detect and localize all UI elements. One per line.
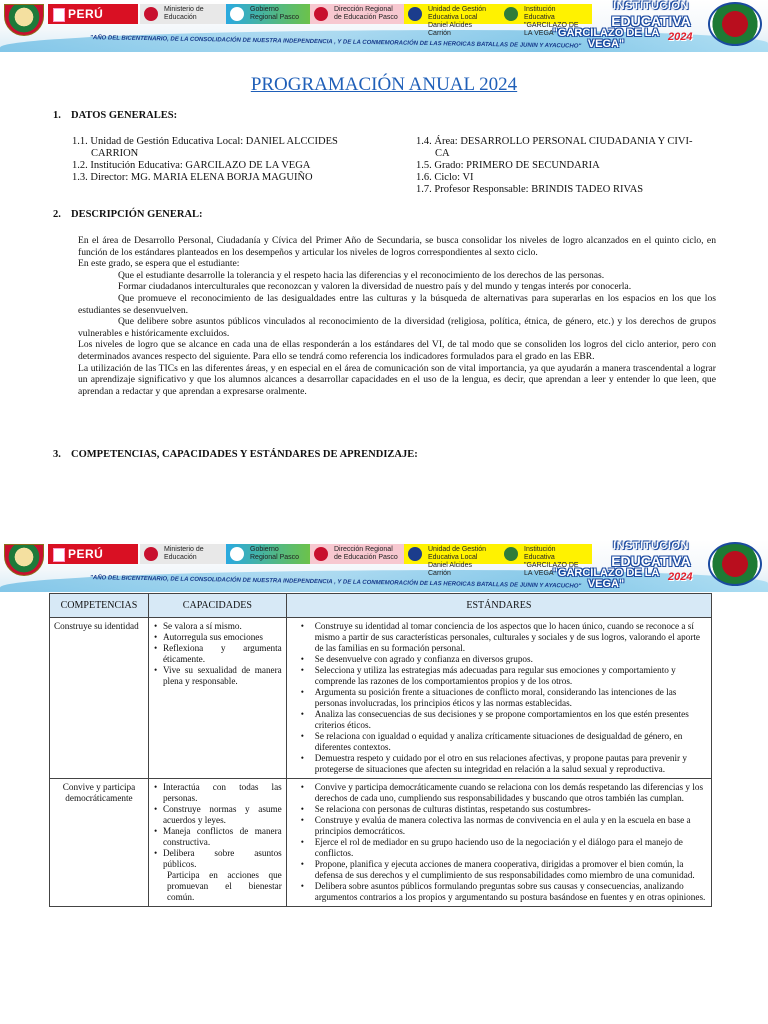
- national-crest-icon: [4, 4, 44, 36]
- regional-dir-logo: Dirección Regional de Educación Pasco: [310, 4, 404, 24]
- standard-item: • Argumenta su posición frente a situaciones de conflicto moral, considerando las intenciones de las personas involucradas, los principios éticos y las normas establecidas.: [291, 687, 707, 709]
- standard-item: • Se relaciona con igualdad o equidad y analiza críticamente situaciones de desigualdad de género, en diferentes contextos.: [291, 731, 707, 753]
- capacity-item: • Interactúa con todas las personas.: [153, 782, 282, 804]
- ugel-logo: Unidad de Gestión Educativa Local Daniel Alcides Carrión: [404, 4, 500, 24]
- standard-item: • Construye y evalúa de manera colectiva las normas de convivencia en el aula y en la escuela en base a principios democráticos.: [291, 815, 707, 837]
- capacities-cell: [148, 779, 286, 907]
- standard-item: • Analiza las consecuencias de sus decisiones y se propone comportamientos en los que estén presentes criterios éticos.: [291, 709, 707, 731]
- capacity-item: • Reflexiona y argumenta éticamente.: [153, 643, 282, 665]
- capacity-item: • Autorregula sus emociones: [153, 632, 282, 643]
- general-data-item: CARRION: [91, 148, 139, 159]
- national-crest-icon: [4, 544, 44, 576]
- general-data-item: 1.2. Institución Educativa: GARCILAZO DE LA VEGA: [72, 160, 311, 171]
- regional-gov-logo: Gobierno Regional Pasco: [226, 4, 310, 24]
- column-header-capacidades: CAPACIDADES: [148, 594, 286, 618]
- standard-item: • Se relaciona con personas de culturas distintas, respetando sus costumbres-: [291, 804, 707, 815]
- description-paragraph-2: Los niveles de logro que se alcance en cada una de ellas responderán a los estándares del VI, de tal modo que se consoliden los logros del ciclo anterior, pero con determinados avances respecto del siguiente. Para ello se tendrá como referencia los indicadores formulados para el grado en las EBR.: [78, 339, 716, 362]
- banner-year: 2024: [668, 571, 693, 583]
- section-1-heading: [53, 110, 177, 121]
- banner-motto: "AÑO DEL BICENTENARIO, DE LA CONSOLIDACIÓN DE NUESTRA INDEPENDENCIA , Y DE LA CONMEMORACIÓN DE LAS HEROICAS BATALLAS DE JUNIN Y AYACUCHO": [89, 35, 582, 50]
- standard-item: • Ejerce el rol de mediador en su grupo haciendo uso de la negociación y el diálogo para el manejo de conflictos.: [291, 837, 707, 859]
- banner-year: 2024: [668, 31, 693, 43]
- ie-line-1: INSTITUCIÓN: [613, 0, 689, 12]
- ie-line-2: EDUCATIVA: [611, 13, 691, 29]
- ministry-logo: Ministerio de Educación: [140, 4, 226, 24]
- general-data-item: CA: [435, 148, 450, 159]
- school-emblem-icon: [708, 542, 762, 586]
- description-bullet: Que delibere sobre asuntos públicos vinculados al reconocimiento de la diversidad (religiosa, política, étnica, de género, etc.) y los derechos de grupos vulnerables e históricamente excluidos.: [78, 316, 716, 339]
- regional-dir-logo: Dirección Regional de Educación Pasco: [310, 544, 404, 564]
- ie-line-3: "GARCILAZO DE LA VEGA": [552, 27, 660, 50]
- standards-cell: [286, 779, 711, 907]
- description-bullet: Que el estudiante desarrolle la tolerancia y el respeto hacia las diferencias y el reconocimiento de los derechos de las personas.: [118, 269, 605, 281]
- standard-item: • Demuestra respeto y cuidado por el otro en sus relaciones afectivas, y propone pautas para prevenir y protegerse de situaciones que afecten su integridad en relación a la salud sexual y reproductiva.: [291, 753, 707, 775]
- standard-item: • Se desenvuelve con agrado y confianza en diversos grupos.: [291, 654, 707, 665]
- peru-label: PERÚ: [48, 544, 138, 564]
- capacity-item: • Delibera sobre asuntos públicos.: [153, 848, 282, 870]
- standard-item: • Convive y participa democráticamente cuando se relaciona con los demás respetando las diferencias y los derechos de cada uno, cumpliendo sus responsabilidades y buscando que otros también las cumplan.: [291, 782, 707, 804]
- section-2-label: DESCRIPCIÓN GENERAL:: [71, 209, 203, 220]
- capacity-item: • Construye normas y asume acuerdos y leyes.: [153, 804, 282, 826]
- general-data-left: [72, 136, 338, 184]
- table-header-row: [50, 594, 712, 618]
- regional-gov-logo: Gobierno Regional Pasco: [226, 544, 310, 564]
- competencies-table: [49, 593, 712, 907]
- capacity-item: Participa en acciones que promuevan el bienestar común.: [166, 870, 282, 902]
- section-1-number: 1.: [53, 110, 61, 121]
- institution-small-logo: Institución Educativa "GARCILAZO DE LA VEGA": [500, 4, 592, 24]
- ministry-logo: Ministerio de Educación: [140, 544, 226, 564]
- table-row: [50, 618, 712, 779]
- section-3-label: COMPETENCIAS, CAPACIDADES Y ESTÁNDARES DE APRENDIZAJE:: [71, 449, 418, 460]
- description-body: [78, 235, 716, 397]
- standard-item: • Propone, planifica y ejecuta acciones de manera cooperativa, dirigidas a promover el bien común, la defensa de sus derechos y el cumplimiento de sus responsabilidades como miembro de una comunidad.: [291, 859, 707, 881]
- general-data-item: 1.7. Profesor Responsable: BRINDIS TADEO RIVAS: [416, 184, 644, 195]
- section-2-number: 2.: [53, 209, 61, 220]
- capacity-item: • Maneja conflictos de manera constructiva.: [153, 826, 282, 848]
- description-intro: En el área de Desarrollo Personal, Ciudadanía y Cívica del Primer Año de Secundaria, se busca consolidar los niveles de logro alcanzados en el quinto ciclo, en función de los estándares planteados en los desempeños y articular los niveles de logros correspondientes al sexto ciclo.: [78, 235, 716, 258]
- capacities-cell: [148, 618, 286, 779]
- general-data-item: 1.3. Director: MG. MARIA ELENA BORJA MAGUIÑO: [72, 172, 313, 183]
- section-3-heading: [53, 449, 418, 460]
- description-bullet: Que promueve el reconocimiento de las desigualdades entre las culturas y la búsqueda de alternativas para superarlas en los espacios en los que los estudiantes se desenvuelven.: [78, 292, 716, 316]
- general-data-item: 1.4. Área: DESARROLLO PERSONAL CIUDADANIA Y CIVI-: [416, 136, 693, 147]
- column-header-competencias: COMPETENCIAS: [50, 594, 149, 618]
- general-data-item: 1.6. Ciclo: VI: [416, 172, 474, 183]
- description-paragraph-3: La utilización de las TICs en las diferentes áreas, y en especial en el área de comunicación son de vital importancia, ya que ayudarán a manera trascendental a lograr un aprendizaje significativo y que los alumnos alcances a desarrollar capacidades en el uso de la lengua, es decir, que aprendan a leer y entender lo que leen, que aprendan a redactar y que aprendan a expresarse oralmente.: [78, 362, 716, 397]
- institution-banner: [0, 0, 768, 52]
- description-bullet: Formar ciudadanos interculturales que reconozcan y valoren la diversidad de nuestro país y del mundo y tengas interés por conocerla.: [118, 281, 632, 293]
- general-data-item: 1.5. Grado: PRIMERO DE SECUNDARIA: [416, 160, 600, 171]
- general-data-item: 1.1. Unidad de Gestión Educativa Local: DANIEL ALCCIDES: [72, 136, 338, 147]
- standard-item: • Selecciona y utiliza las estrategias más adecuadas para regular sus emociones y comportamiento y comprende las razones de los comportamientos propios y de los otros.: [291, 665, 707, 687]
- standards-cell: [286, 618, 711, 779]
- competence-cell: Construye su identidad: [50, 618, 149, 779]
- description-lead: En este grado, se espera que el estudiante:: [78, 258, 240, 270]
- institution-small-logo: Institución Educativa "GARCILAZO DE LA VEGA": [500, 544, 592, 564]
- institution-banner: [0, 540, 768, 592]
- standard-item: • Delibera sobre asuntos públicos formulando preguntas sobre sus causas y consecuencias, analizando argumentos contrarios a los propios y argumentando su postura basándose en fuentes y en otras opiniones.: [291, 881, 707, 903]
- section-1-label: DATOS GENERALES:: [71, 110, 178, 121]
- peru-label: PERÚ: [48, 4, 138, 24]
- section-2-heading: [53, 209, 203, 220]
- banner-motto: "AÑO DEL BICENTENARIO, DE LA CONSOLIDACIÓN DE NUESTRA INDEPENDENCIA , Y DE LA CONMEMORACIÓN DE LAS HEROICAS BATALLAS DE JUNIN Y AYACUCHO": [89, 575, 582, 590]
- ie-line-1: INSTITUCIÓN: [613, 540, 689, 552]
- capacity-item: • Vive su sexualidad de manera plena y responsable.: [153, 665, 282, 687]
- standard-item: • Construye su identidad al tomar conciencia de los aspectos que lo hacen único, cuando se reconoce a sí mismo a partir de sus características personales, culturales y sociales y de sus logros, valorando el aporte de las familias en su formación personal.: [291, 621, 707, 654]
- table-row: [50, 779, 712, 907]
- capacity-item: • Se valora a sí mismo.: [153, 621, 282, 632]
- column-header-estandares: ESTÁNDARES: [286, 594, 711, 618]
- page-title: PROGRAMACIÓN ANUAL 2024: [250, 74, 518, 95]
- section-3-number: 3.: [53, 449, 61, 460]
- school-emblem-icon: [708, 2, 762, 46]
- ie-line-2: EDUCATIVA: [611, 553, 691, 569]
- competence-cell: Convive y participa democráticamente: [50, 779, 149, 907]
- ie-line-3: "GARCILAZO DE LA VEGA": [552, 567, 660, 590]
- ugel-logo: Unidad de Gestión Educativa Local Daniel Alcides Carrión: [404, 544, 500, 564]
- general-data-right: [416, 136, 692, 196]
